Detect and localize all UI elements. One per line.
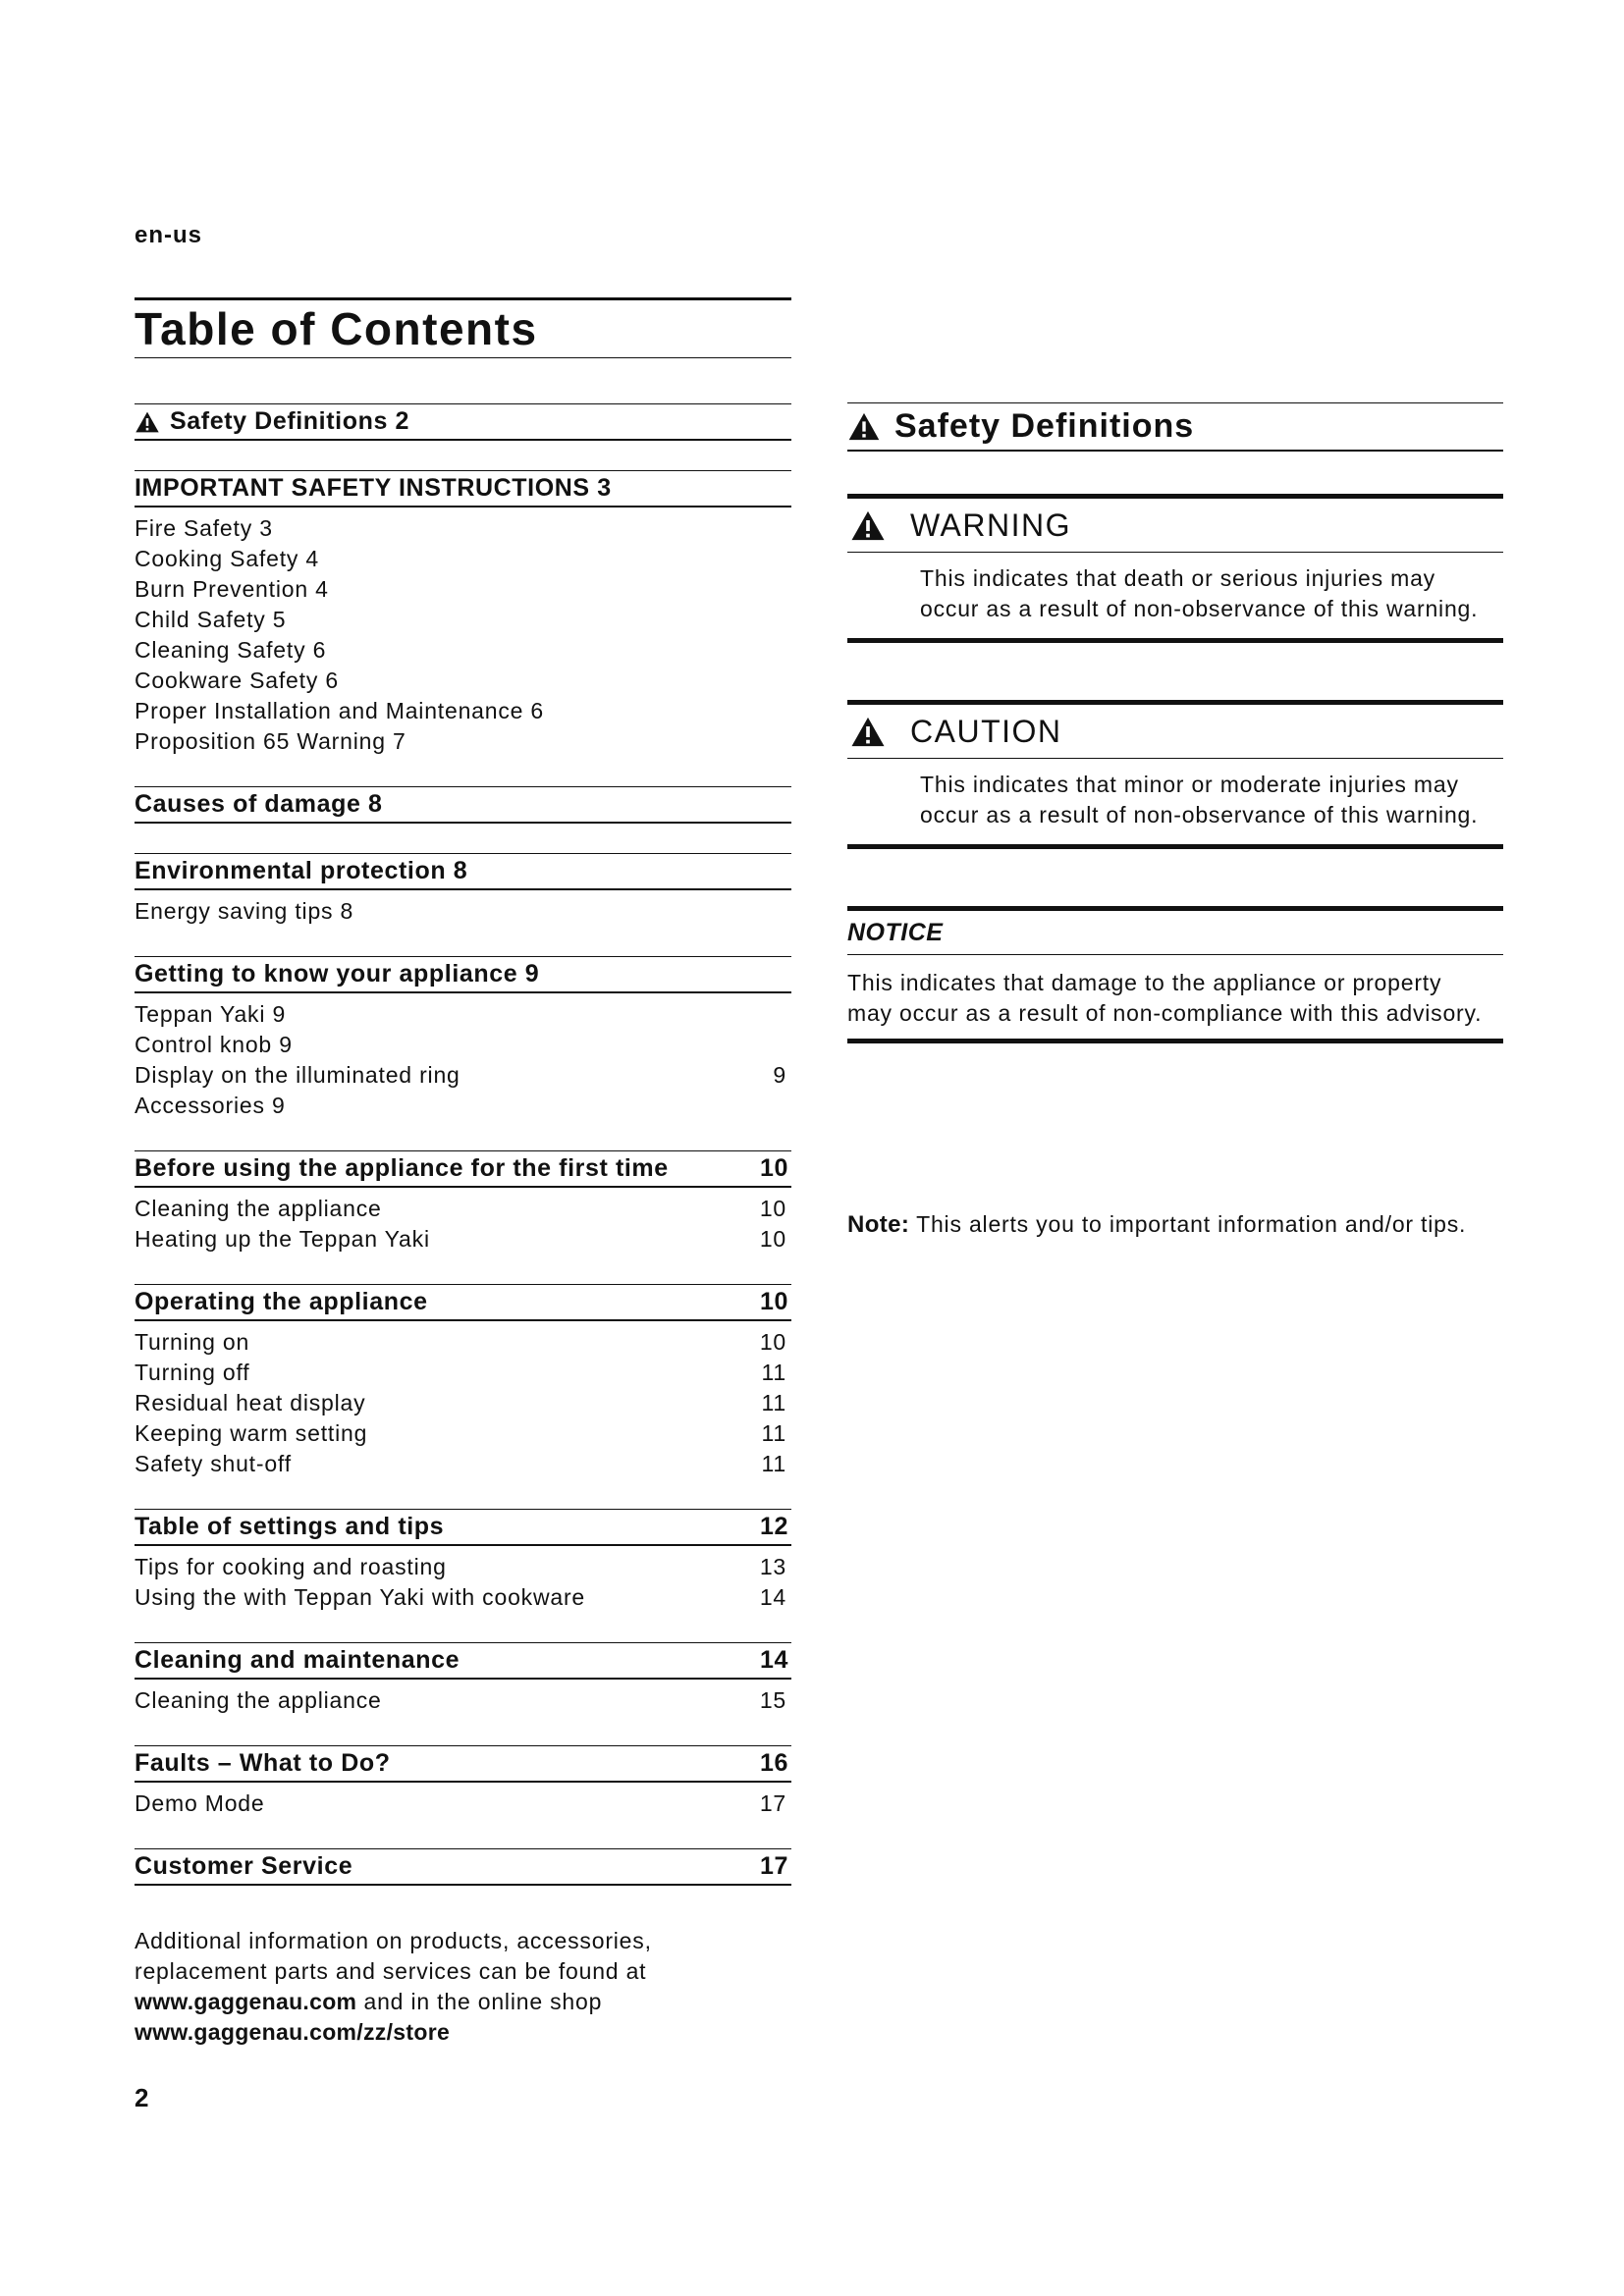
toc-section <box>135 1509 791 1613</box>
toc-item-label: Safety shut-off <box>135 1451 292 1476</box>
toc-section <box>135 786 791 824</box>
toc-section-title-wrap <box>135 471 612 506</box>
toc-item-label: Child Safety 5 <box>135 607 287 632</box>
language-code: en-us <box>135 222 203 248</box>
toc-section-heading[interactable] <box>135 1642 791 1680</box>
toc-item-label: Display on the illuminated ring <box>135 1062 460 1088</box>
toc-section <box>135 1848 791 1886</box>
toc-item[interactable] <box>135 1685 791 1716</box>
gaggenau-link[interactable]: www.gaggenau.com <box>135 1989 357 2014</box>
toc-section-page: 10 <box>759 1288 788 1315</box>
warning-label: WARNING <box>910 507 1071 543</box>
toc-item[interactable] <box>135 666 791 696</box>
toc-item-label: Keeping warm setting <box>135 1420 368 1446</box>
toc-item-label: Cookware Safety 6 <box>135 667 339 693</box>
toc-section-heading[interactable] <box>135 786 791 824</box>
warning-triangle-icon <box>849 716 887 748</box>
toc-item[interactable] <box>135 574 791 605</box>
toc-item-page: 11 <box>761 1451 786 1476</box>
toc-item[interactable] <box>135 1582 791 1613</box>
toc-section-title-wrap <box>135 1643 460 1678</box>
table-of-contents <box>135 297 791 1915</box>
toc-item-label: Teppan Yaki 9 <box>135 1001 287 1027</box>
toc-item-label: Demo Mode <box>135 1790 265 1816</box>
toc-section-page: 16 <box>759 1749 788 1777</box>
toc-item[interactable] <box>135 1418 791 1449</box>
toc-item-page: 15 <box>759 1687 786 1713</box>
toc-section-title-wrap <box>135 854 467 888</box>
toc-item-label: Residual heat display <box>135 1390 366 1415</box>
note-text: This alerts you to important information and/or tips. <box>909 1211 1467 1237</box>
toc-item-label: Accessories 9 <box>135 1093 286 1118</box>
toc-section-title: Faults – What to Do? <box>135 1749 391 1777</box>
note-label: Note: <box>847 1211 910 1238</box>
toc-item-page: 13 <box>759 1554 786 1579</box>
notice-heading: NOTICE <box>847 911 1503 955</box>
toc-item[interactable] <box>135 1091 791 1121</box>
toc-item[interactable] <box>135 896 791 927</box>
toc-item-label: Tips for cooking and roasting <box>135 1554 447 1579</box>
toc-item[interactable] <box>135 1194 791 1224</box>
warning-triangle-icon <box>849 509 887 542</box>
toc-item[interactable] <box>135 1060 791 1091</box>
toc-item-page: 14 <box>759 1584 786 1610</box>
toc-section <box>135 470 791 757</box>
toc-section <box>135 956 791 1121</box>
toc-item[interactable] <box>135 726 791 757</box>
toc-item[interactable] <box>135 1552 791 1582</box>
toc-section-title: Getting to know your appliance 9 <box>135 960 540 988</box>
toc-section-title-wrap <box>135 1285 428 1319</box>
toc-item[interactable] <box>135 696 791 726</box>
toc-item[interactable] <box>135 605 791 635</box>
toc-section-title-wrap <box>135 957 539 991</box>
toc-item-label: Control knob 9 <box>135 1032 293 1057</box>
toc-item[interactable] <box>135 1327 791 1358</box>
toc-item-label: Burn Prevention 4 <box>135 576 329 602</box>
additional-info-line: Additional information on products, accessories, <box>135 1928 652 1953</box>
toc-section-title: Operating the appliance <box>135 1288 428 1315</box>
caution-label: CAUTION <box>910 713 1062 749</box>
additional-info-line: replacement parts and services can be found at <box>135 1958 647 1984</box>
notice-text: This indicates that damage to the appliance or property may occur as a result of non-compliance with this advisory. <box>847 970 1483 1026</box>
warning-triangle-icon <box>135 410 160 434</box>
toc-item-label: Using the with Teppan Yaki with cookware <box>135 1584 586 1610</box>
additional-info-line <box>135 1987 791 2017</box>
toc-item-page: 11 <box>761 1360 786 1385</box>
toc-item-label: Cleaning the appliance <box>135 1196 382 1221</box>
toc-item[interactable] <box>135 1449 791 1479</box>
toc-section-heading[interactable] <box>135 1509 791 1546</box>
toc-item-label: Cleaning Safety 6 <box>135 637 327 663</box>
toc-section <box>135 1284 791 1479</box>
toc-section-page: 14 <box>759 1646 788 1674</box>
toc-items <box>135 507 791 757</box>
toc-section-title: IMPORTANT SAFETY INSTRUCTIONS 3 <box>135 474 612 502</box>
toc-section-title: Cleaning and maintenance <box>135 1646 460 1674</box>
toc-section-heading[interactable] <box>135 403 791 441</box>
toc-item[interactable] <box>135 513 791 544</box>
toc-section-title-wrap <box>135 1151 669 1186</box>
toc-item-page: 10 <box>759 1329 786 1355</box>
toc-item-label: Cleaning the appliance <box>135 1687 382 1713</box>
additional-info-line <box>135 2017 791 2048</box>
toc-section <box>135 1150 791 1255</box>
toc-section-heading[interactable] <box>135 1848 791 1886</box>
toc-section-title-wrap <box>135 787 383 822</box>
toc-section-heading[interactable] <box>135 1150 791 1188</box>
toc-item-page: 11 <box>761 1390 786 1415</box>
caution-text: This indicates that minor or moderate injuries may occur as a result of non-observance of this warning. <box>920 772 1479 828</box>
toc-section-title: Safety Definitions 2 <box>170 407 409 435</box>
toc-section-heading[interactable] <box>135 1284 791 1321</box>
toc-items <box>135 1783 791 1819</box>
caution-box <box>847 700 1503 849</box>
toc-section <box>135 853 791 927</box>
toc-section-title-wrap <box>135 1510 444 1544</box>
online-shop-link[interactable]: www.gaggenau.com/zz/store <box>135 2019 451 2045</box>
toc-item-label: Proposition 65 Warning 7 <box>135 728 406 754</box>
toc-section-title-wrap <box>135 1746 391 1781</box>
toc-item-label: Turning off <box>135 1360 250 1385</box>
toc-section-title-wrap <box>135 404 409 439</box>
toc-item-page: 9 <box>773 1062 786 1088</box>
toc-item-label: Fire Safety 3 <box>135 515 273 541</box>
toc-item[interactable] <box>135 999 791 1030</box>
toc-section-title-wrap <box>135 1849 352 1884</box>
toc-section-heading[interactable] <box>135 853 791 890</box>
toc-section-title: Environmental protection 8 <box>135 857 468 884</box>
toc-item-label: Heating up the Teppan Yaki <box>135 1226 430 1252</box>
additional-info <box>135 1926 791 2048</box>
toc-section <box>135 1745 791 1819</box>
toc-item[interactable] <box>135 544 791 574</box>
warning-box <box>847 494 1503 643</box>
toc-items <box>135 1680 791 1716</box>
toc-title: Table of Contents <box>135 297 791 358</box>
toc-section-title: Customer Service <box>135 1852 353 1880</box>
toc-section-heading[interactable] <box>135 956 791 993</box>
notice-box <box>847 906 1503 1043</box>
note <box>847 1209 1503 1240</box>
toc-section-page: 10 <box>759 1154 788 1182</box>
toc-item-label: Energy saving tips 8 <box>135 898 354 924</box>
toc-items <box>135 993 791 1121</box>
safety-definitions-title <box>847 402 1503 452</box>
page-number: 2 <box>135 2083 149 2112</box>
toc-items <box>135 890 791 927</box>
toc-item-page: 17 <box>759 1790 786 1816</box>
toc-section-page: 12 <box>759 1513 788 1540</box>
toc-section <box>135 1642 791 1716</box>
toc-section-title: Causes of damage 8 <box>135 790 383 818</box>
toc-sections <box>135 403 791 1886</box>
warning-heading <box>847 499 1503 553</box>
toc-section-page: 17 <box>759 1852 788 1880</box>
toc-item-label: Turning on <box>135 1329 250 1355</box>
warning-text: This indicates that death or serious injuries may occur as a result of non-observance of this warning. <box>920 565 1479 621</box>
toc-item-page: 10 <box>759 1196 786 1221</box>
toc-item[interactable] <box>135 1789 791 1819</box>
toc-section-heading[interactable] <box>135 470 791 507</box>
additional-info-text: and in the online shop <box>356 1989 603 2014</box>
toc-section <box>135 403 791 441</box>
toc-items <box>135 1188 791 1255</box>
toc-section-title: Table of settings and tips <box>135 1513 445 1540</box>
toc-item-label: Proper Installation and Maintenance 6 <box>135 698 545 723</box>
warning-triangle-icon <box>847 411 881 442</box>
toc-item[interactable] <box>135 635 791 666</box>
safety-definitions <box>847 402 1503 1043</box>
caution-heading <box>847 705 1503 759</box>
toc-item-page: 11 <box>761 1420 786 1446</box>
toc-item[interactable] <box>135 1358 791 1388</box>
toc-item-page: 10 <box>759 1226 786 1252</box>
toc-section-title: Before using the appliance for the first time <box>135 1154 669 1182</box>
toc-item-label: Cooking Safety 4 <box>135 546 319 571</box>
toc-item[interactable] <box>135 1030 791 1060</box>
safety-definitions-heading: Safety Definitions <box>894 407 1195 445</box>
toc-items <box>135 1321 791 1479</box>
toc-section-heading[interactable] <box>135 1745 791 1783</box>
toc-item[interactable] <box>135 1388 791 1418</box>
toc-items <box>135 1546 791 1613</box>
toc-item[interactable] <box>135 1224 791 1255</box>
